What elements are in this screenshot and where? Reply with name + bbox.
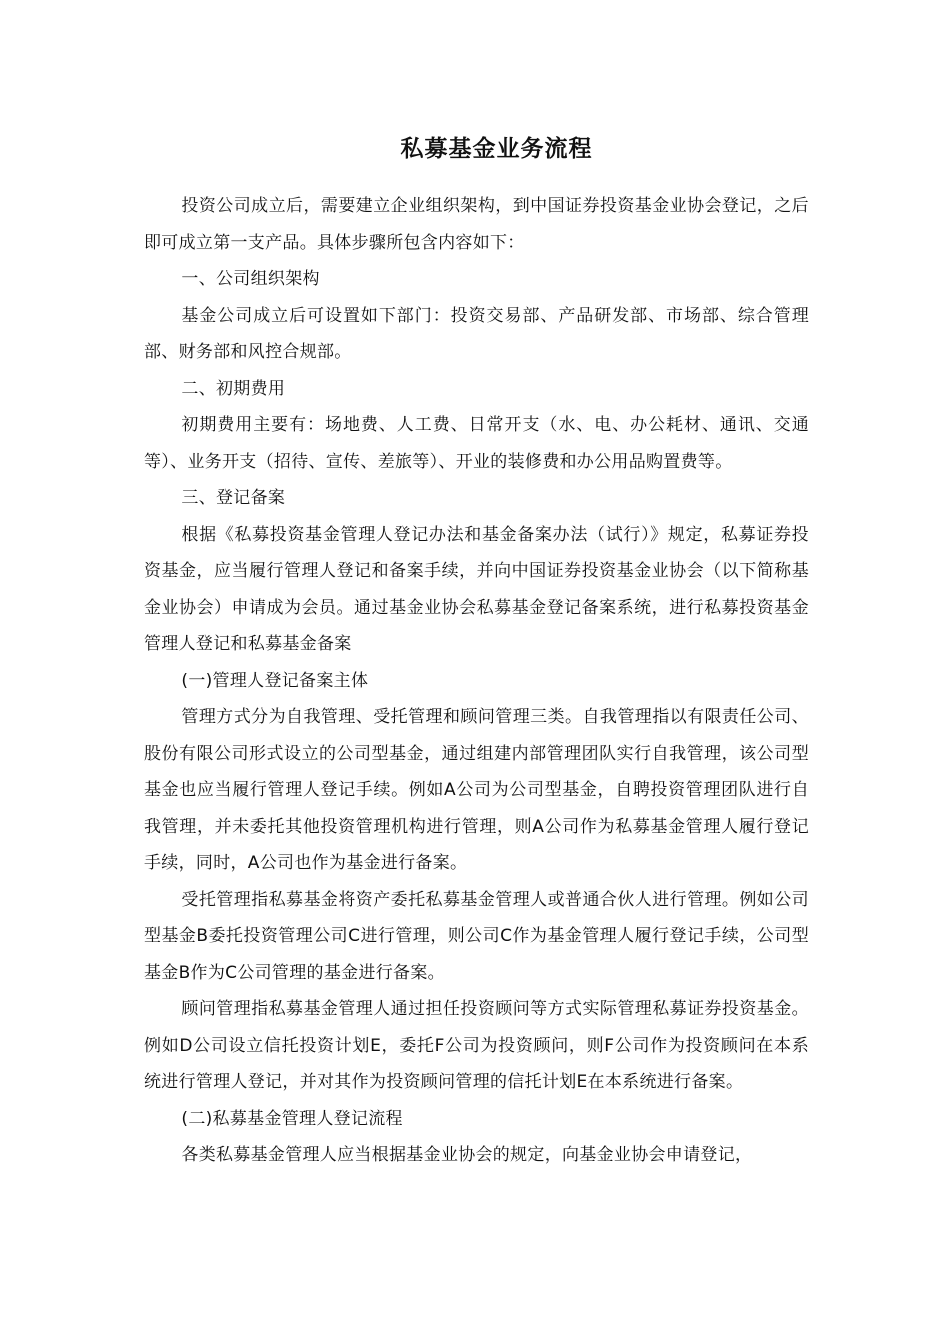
intro-paragraph: 投资公司成立后，需要建立企业组织架构，到中国证券投资基金业协会登记，之后即可成立第一支产品。具体步骤所包含内容如下： bbox=[144, 196, 809, 253]
paragraph-registration: 根据《私募投资基金管理人登记办法和基金备案办法（试行）》规定，私募证券投资基金，应当履行管理人登记和备案手续，并向中国证券投资基金业协会（以下简称基金业协会）申请成为会员。通过基金业协会私募基金登记备案系统，进行私募投资基金管理人登记和私募基金备案 bbox=[144, 524, 809, 654]
paragraph-initial-costs: 初期费用主要有：场地费、人工费、日常开支（水、电、办公耗材、通讯、交通等）、业务开支（招待、宣传、差旅等）、开业的装修费和办公用品购置费等。 bbox=[144, 415, 809, 472]
paragraph-entrusted-management: 受托管理指私募基金将资产委托私募基金管理人或普通合伙人进行管理。例如公司型基金B委托投资管理公司C进行管理，则公司C作为基金管理人履行登记手续，公司型基金B作为C公司管理的基金进行备案。 bbox=[144, 889, 809, 983]
subsection-heading-registration-subject: (一)管理人登记备案主体 bbox=[181, 670, 369, 691]
subsection-heading-registration-process: (二)私募基金管理人登记流程 bbox=[181, 1108, 403, 1129]
paragraph-self-management: 管理方式分为自我管理、受托管理和顾问管理三类。自我管理指以有限责任公司、股份有限公司形式设立的公司型基金，通过组建内部管理团队实行自我管理，该公司型基金也应当履行管理人登记手续。例如A公司为公司型基金，自聘投资管理团队进行自我管理，并未委托其他投资管理机构进行管理，则A公司作为私募基金管理人履行登记手续，同时，A公司也作为基金进行备案。 bbox=[144, 707, 809, 873]
section-heading-registration: 三、登记备案 bbox=[181, 488, 286, 508]
section-heading-org-structure: 一、公司组织架构 bbox=[181, 269, 320, 289]
document-title: 私募基金业务流程 bbox=[400, 136, 593, 162]
paragraph-org-structure: 基金公司成立后可设置如下部门：投资交易部、产品研发部、市场部、综合管理部、财务部和风控合规部。 bbox=[144, 305, 809, 362]
section-heading-initial-costs: 二、初期费用 bbox=[181, 378, 286, 399]
paragraph-registration-process: 各类私募基金管理人应当根据基金业协会的规定，向基金业协会申请登记， bbox=[181, 1145, 753, 1165]
document-body bbox=[144, 128, 809, 1174]
paragraph-advisory-management: 顾问管理指私募基金管理人通过担任投资顾问等方式实际管理私募证券投资基金。例如D公司设立信托投资计划E，委托F公司为投资顾问，则F公司作为投资顾问在本系统进行管理人登记，并对其作为投资顾问管理的信托计划E在本系统进行备案。 bbox=[144, 999, 809, 1092]
